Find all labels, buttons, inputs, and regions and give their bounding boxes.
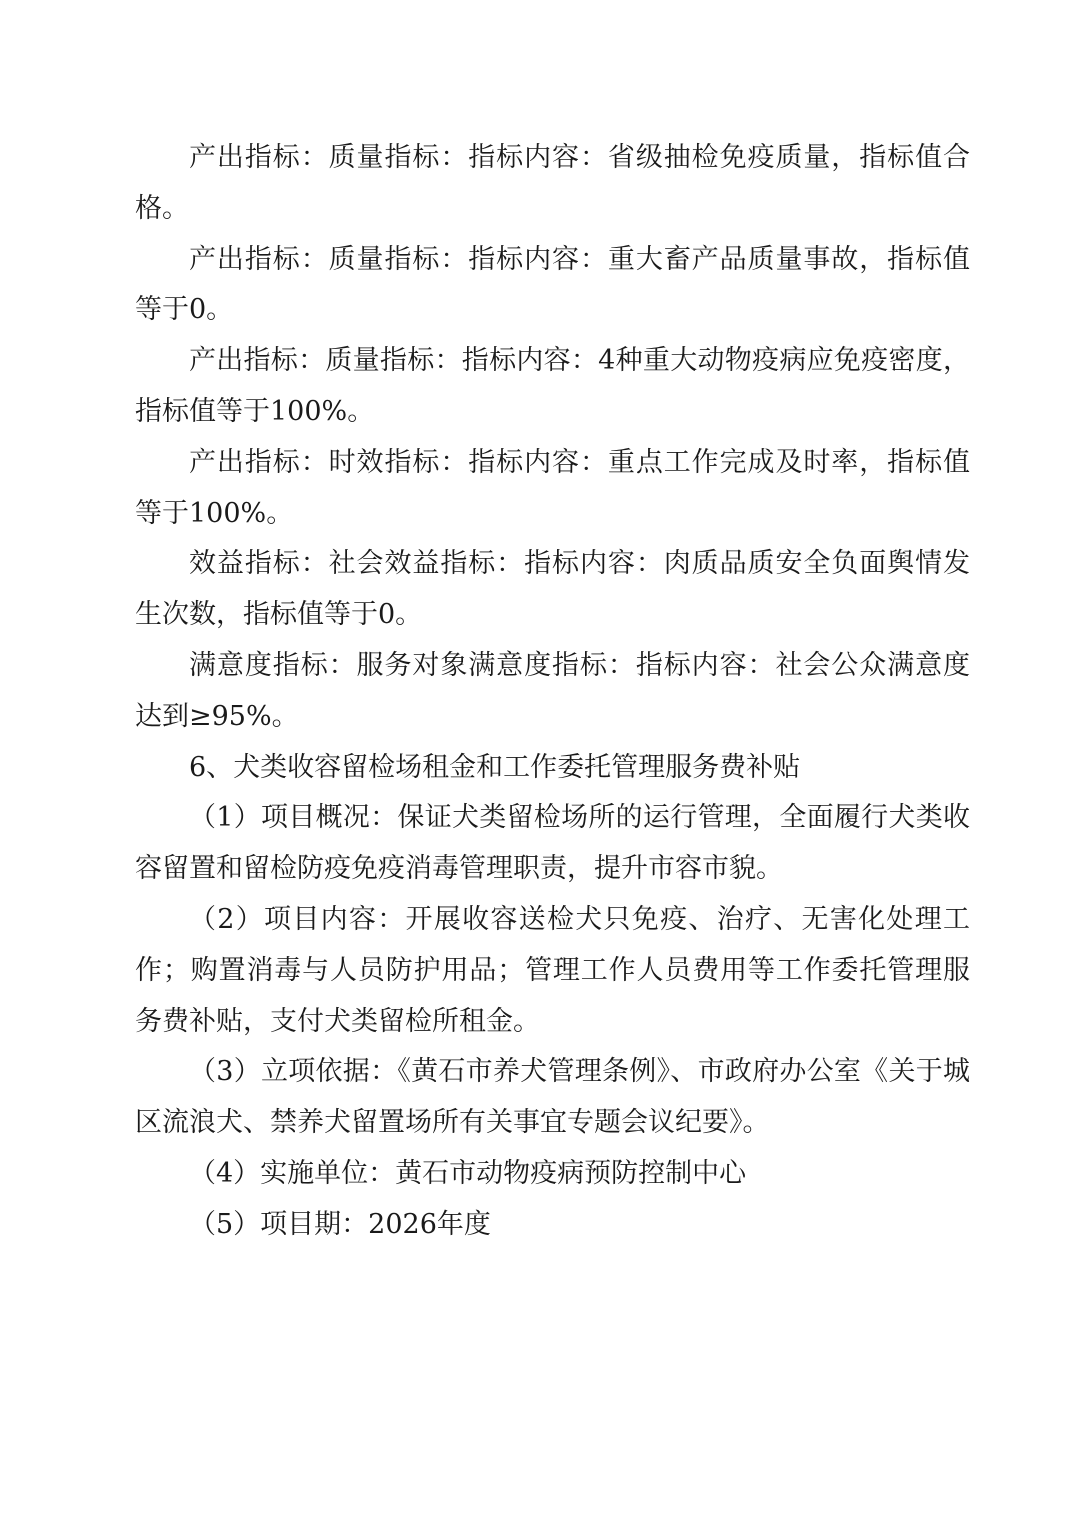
- paragraph-project-period: （5）项目期：2026年度: [189, 1208, 491, 1240]
- paragraph-output-quality-accident: 产出指标：质量指标：指标内容：重大畜产品质量事故，指标值等于0。: [135, 243, 970, 326]
- paragraph-satisfaction: 满意度指标：服务对象满意度指标：指标内容：社会公众满意度达到≥95%。: [135, 649, 970, 732]
- paragraph-project-basis: （3）立项依据：《黄石市养犬管理条例》、市政府办公室《关于城区流浪犬、禁养犬留置场所有关事宜专题会议纪要》。: [135, 1056, 970, 1139]
- paragraph-project-overview: （1）项目概况：保证犬类留检场所的运行管理，全面履行犬类收容留置和留检防疫免疫消毒管理职责，提升市容市貌。: [135, 802, 970, 885]
- paragraph-output-timeliness: 产出指标：时效指标：指标内容：重点工作完成及时率，指标值等于100%。: [135, 446, 970, 529]
- paragraph-benefit-social: 效益指标：社会效益指标：指标内容：肉质品质安全负面舆情发生次数，指标值等于0。: [135, 548, 970, 631]
- paragraph-project-content: （2）项目内容：开展收容送检犬只免疫、治疗、无害化处理工作；购置消毒与人员防护用品；管理工作人员费用等工作委托管理服务费补贴，支付犬类留检所租金。: [135, 903, 970, 1037]
- paragraph-implementing-unit: （4）实施单位：黄石市动物疫病预防控制中心: [189, 1157, 747, 1189]
- paragraph-output-quality-immunization-density: 产出指标：质量指标：指标内容：4种重大动物疫病应免疫密度，指标值等于100%。: [135, 345, 970, 427]
- document-body: [135, 133, 970, 1251]
- paragraph-output-quality-inspection: 产出指标：质量指标：指标内容：省级抽检免疫质量，指标值合格。: [135, 142, 970, 224]
- section-heading-6: 6、犬类收容留检场租金和工作委托管理服务费补贴: [189, 751, 801, 783]
